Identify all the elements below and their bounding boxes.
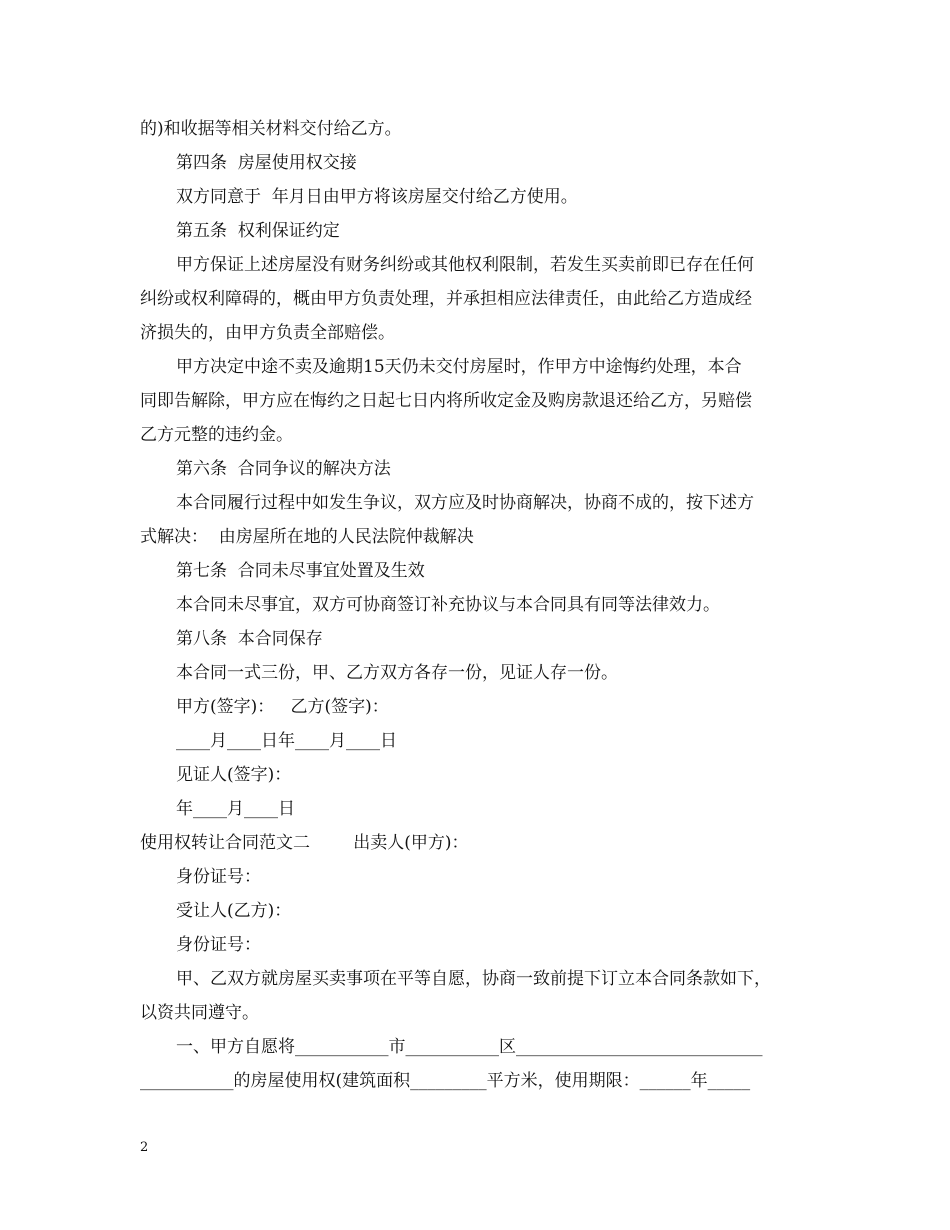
text-line: ___________的房屋使用权(建筑面积_________平方米，使用期限：______年_____ (140, 1071, 751, 1091)
text-line: 年____月____日 (176, 799, 295, 819)
text-line: ____月____日年____月____日 (176, 731, 397, 751)
text-line: 身份证号： (176, 867, 261, 887)
text-line: 双方同意于 年月日由甲方将该房屋交付给乙方使用。 (176, 187, 578, 207)
text-line: 本合同履行过程中如发生争议，双方应及时协商解决，协商不成的，按下述方 (176, 493, 754, 513)
text-line: 纠纷或权利障碍的，概由甲方负责处理，并承担相应法律责任，由此给乙方造成经 (140, 289, 752, 309)
text-line: 第六条 合同争议的解决方法 (176, 459, 391, 479)
text-line: 一、甲方自愿将___________市___________区_____________________________ (176, 1037, 763, 1057)
text-line: 济损失的，由甲方负责全部赔偿。 (140, 323, 395, 343)
text-line: 的)和收据等相关材料交付给乙方。 (140, 119, 402, 139)
text-line: 本合同一式三份，甲、乙方双方各存一份，见证人存一份。 (176, 663, 618, 683)
text-line: 以资共同遵守。 (140, 1003, 259, 1023)
text-line: 乙方元整的违约金。 (140, 425, 293, 445)
text-line: 见证人(签字)： (176, 765, 292, 785)
text-line: 式解决： 由房屋所在地的人民法院仲裁解决 (140, 527, 474, 547)
text-line: 使用权转让合同范文二 出卖人(甲方)： (140, 833, 469, 853)
document-body (140, 112, 812, 1098)
text-line: 本合同未尽事宜，双方可协商签订补充协议与本合同具有同等法律效力。 (176, 595, 720, 615)
text-line: 身份证号： (176, 935, 261, 955)
text-line: 第七条 合同未尽事宜处置及生效 (176, 561, 425, 581)
text-line: 甲方保证上述房屋没有财务纠纷或其他权利限制，若发生买卖前即已存在任何 (176, 255, 754, 275)
text-line: 甲方(签字)： 乙方(签字)： (176, 697, 389, 717)
text-line: 第四条 房屋使用权交接 (176, 153, 357, 173)
text-line: 第八条 本合同保存 (176, 629, 323, 649)
text-line: 甲、乙双方就房屋买卖事项在平等自愿，协商一致前提下订立本合同条款如下， (176, 969, 771, 989)
text-line: 同即告解除，甲方应在悔约之日起七日内将所收定金及购房款退还给乙方，另赔偿 (140, 391, 752, 411)
text-line: 受让人(乙方)： (176, 901, 292, 921)
text-line: 甲方决定中途不卖及逾期15天仍未交付房屋时，作甲方中途悔约处理，本合 (176, 357, 742, 377)
page-number: 2 (140, 1140, 149, 1155)
text-line: 第五条 权利保证约定 (176, 221, 340, 241)
